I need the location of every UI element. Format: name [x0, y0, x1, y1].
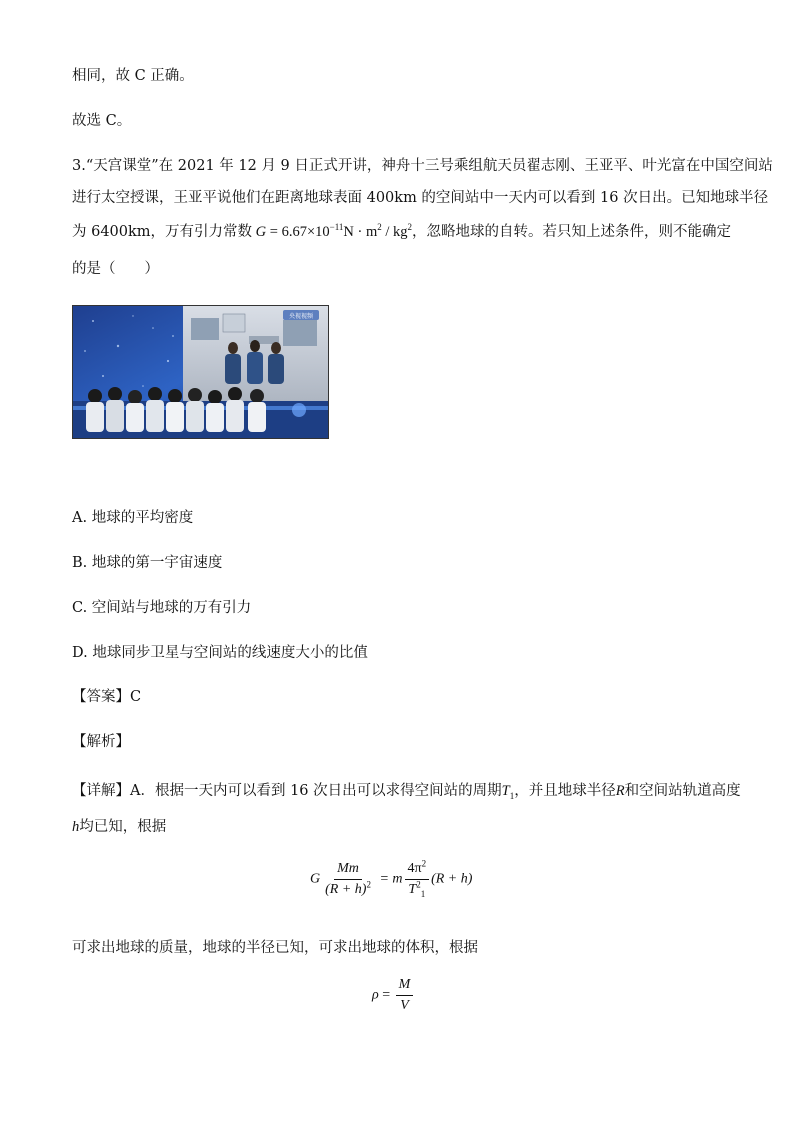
image-watermark: 央视视频: [288, 313, 314, 320]
answer-line: 【答案】C: [72, 689, 142, 705]
detail-line-1: 【详解】A．根据一天内可以看到 16 次日出可以求得空间站的周期$T_1$，并且地球半径R和空间站轨道高度: [72, 783, 741, 801]
density-formula: ρ = $\frac{M}{V}$: [372, 976, 415, 1015]
question-3-line-4: 的是（ ）: [72, 261, 159, 277]
mass-line: 可求出地球的质量，地球的半径已知，可求出地球的体积，根据: [72, 940, 478, 956]
text-line-1: 相同，故 C 正确。: [72, 68, 194, 84]
question-3-line-3: 为 6400km，万有引力常数 $G = 6.67\times 10^{-11}N \cdot m^2 / kg^2$，忽略地球的自转。若只知上述条件，则不能确定: [72, 222, 732, 240]
question-3-line-2: 进行太空授课，王亚平说他们在距离地球表面 400km 的空间站中一天内可以看到 16 次日出。已知地球半径: [72, 190, 769, 206]
option-d: D. 地球同步卫星与空间站的线速度大小的比值: [72, 645, 368, 661]
analysis-heading: 【解析】: [72, 734, 130, 750]
option-c: C. 空间站与地球的万有引力: [72, 600, 252, 616]
text-line-2: 故选 C。: [72, 113, 132, 129]
detail-line-2: h均已知，根据: [72, 819, 167, 835]
question-3-line-1: 3.“天宫课堂”在 2021 年 12 月 9 日正式开讲，神舟十三号乘组航天员翟志刚、王亚平、叶光富在中国空间站: [72, 158, 773, 174]
space-class-photo: [72, 305, 329, 439]
gravity-formula: G $\frac{Mm}{(R + h)^2}$ = m $\frac{4\pi^2}{T^2_1}$ (R + h): [310, 858, 473, 899]
option-b: B. 地球的第一宇宙速度: [72, 555, 223, 571]
option-a: A. 地球的平均密度: [72, 510, 194, 526]
